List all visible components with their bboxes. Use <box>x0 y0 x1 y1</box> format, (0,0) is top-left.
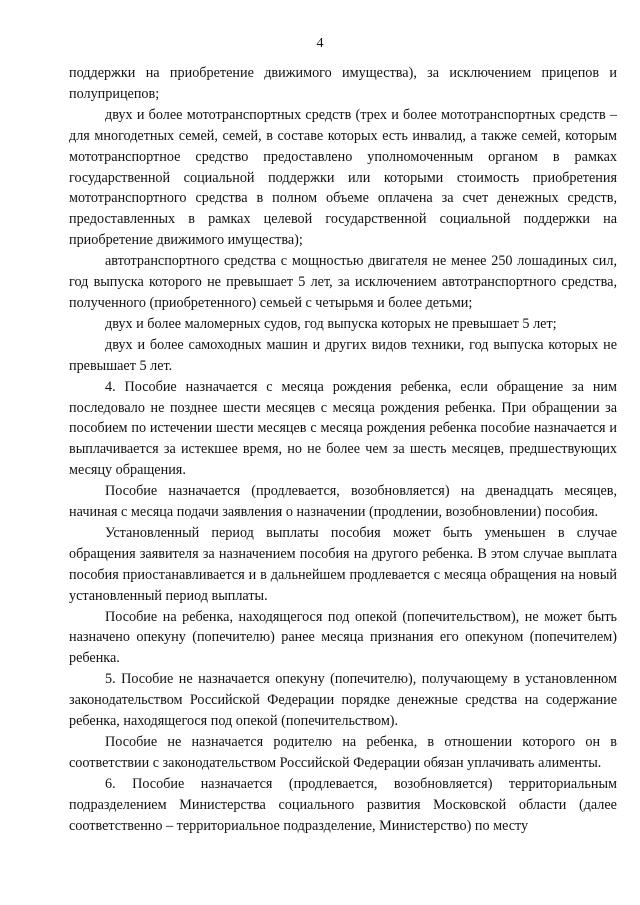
document-body <box>69 63 617 837</box>
paragraph-alimony: Пособие не назначается родителю на ребенка, в отношении которого он в соответствии с законодательством Российской Федерации обязан уплачивать алименты. <box>69 734 617 771</box>
paragraph-motor-vehicles: двух и более мототранспортных средств (трех и более мототранспортных средств – для многодетных семей, семей, в составе которых есть инвалид, а также семей, которым мототранспортное средство предоставлено уполномоченным органом в рамках государственной социальной поддержки или которыми стоимость приобретения мототранспортного средства в полном объеме оплачена за счет денежных средств, предоставленных в рамках целевой государственной социальной поддержки на приобретение движимого имущества); <box>69 106 617 249</box>
paragraph-self-propelled-machines: двух и более самоходных машин и других видов техники, год выпуска которых не превышает 5 лет. <box>69 336 617 374</box>
paragraph-continuation: поддержки на приобретение движимого имущества), за исключением прицепов и полуприцепов; <box>69 65 617 102</box>
paragraph-period-reduction: Установленный период выплаты пособия может быть уменьшен в случае обращения заявителя за назначением пособия на другого ребенка. В этом случае выплата пособия приостанавливается и в дальнейшем продлевается с месяца обращения на новый установленный период выплаты. <box>69 524 617 604</box>
paragraph-item-5: 5. Пособие не назначается опекуну (попечителю), получающему в установленном законодательством Российской Федерации порядке денежные средства на содержание ребенка, находящегося под опекой (попечительством). <box>69 671 617 730</box>
paragraph-automobile: автотранспортного средства с мощностью двигателя не менее 250 лошадиных сил, год выпуска которого не превышает 5 лет, за исключением автотранспортного средства, полученного (приобретенного) семьей с четырьмя и более детьми; <box>69 253 617 311</box>
paragraph-twelve-months: Пособие назначается (продлевается, возобновляется) на двенадцать месяцев, начиная с месяца подачи заявления о назначении (продлении, возобновлении) пособия. <box>69 483 617 521</box>
paragraph-item-4: 4. Пособие назначается с месяца рождения ребенка, если обращение за ним последовало не позднее шести месяцев с месяца рождения ребенка. При обращении за пособием по истечении шести месяцев с месяца рождения ребенка пособие назначается и выплачивается за истекшее время, но не более чем за шесть месяцев, предшествующих месяцу обращения. <box>69 378 617 479</box>
paragraph-guardianship: Пособие на ребенка, находящегося под опекой (попечительством), не может быть назначено опекуну (попечителю) ранее месяца признания его опекуном (попечителем) ребенка. <box>69 608 617 667</box>
paragraph-small-vessels: двух и более маломерных судов, год выпуска которых не превышает 5 лет; <box>105 315 557 332</box>
page-number: 4 <box>316 36 324 51</box>
paragraph-item-6: 6. Пособие назначается (продлевается, возобновляется) территориальным подразделением Министерства социального развития Московской области (далее соответственно – территориальное подразделение, Министерство) по месту <box>69 775 617 834</box>
